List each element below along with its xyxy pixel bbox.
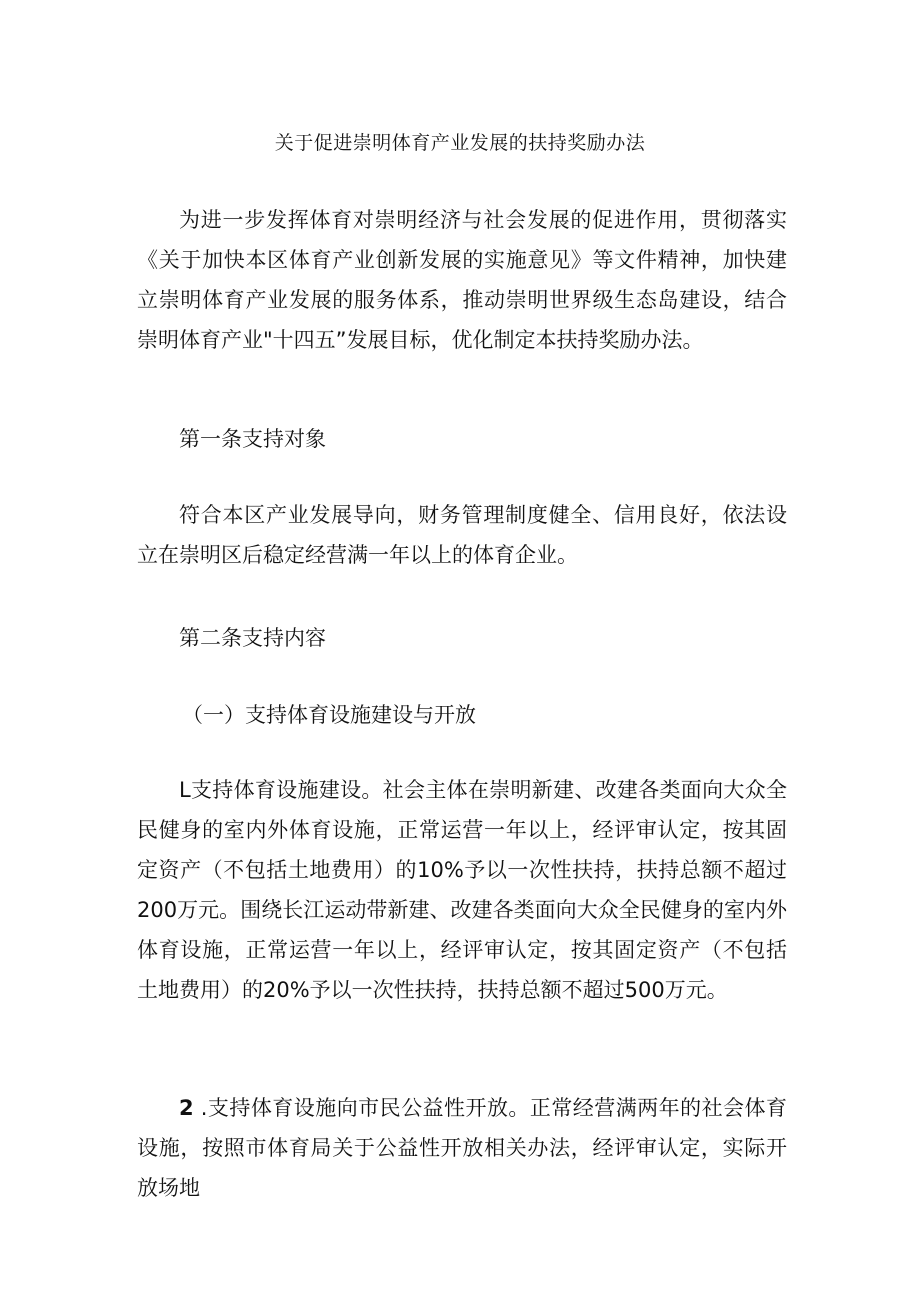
article-1-paragraph: 符合本区产业发展导向，财务管理制度健全、信用良好，依法设立在崇明区后稳定经营满一年以上的体育企业。 [137,503,787,567]
item-2-paragraph [137,1088,787,1208]
section-1-heading: （一）支持体育设施建设与开放 [182,703,476,727]
article-2-heading: 第二条支持内容 [179,626,326,650]
document-title: 关于促进崇明体育产业发展的扶持奖励办法 [274,132,646,154]
item-2-text: .支持体育设施向市民公益性开放。正常经营满两年的社会体育设施，按照市体育局关于公益性开放相关办法，经评审认定，实际开放场地 [137,1096,787,1200]
item-2-number: 2 [179,1096,194,1120]
item-1-paragraph: L支持体育设施建设。社会主体在崇明新建、改建各类面向大众全民健身的室内外体育设施，正常运营一年以上，经评审认定，按其固定资产（不包括土地费用）的10%予以一次性扶持，扶持总额不超过200万元。围绕长江运动带新建、改建各类面向大众全民健身的室内外体育设施，正常运营一年以上，经评审认定，按其固定资产（不包括土地费用）的20%予以一次性扶持，扶持总额不超过500万元。 [137,778,787,1002]
intro-paragraph: 为进一步发挥体育对崇明经济与社会发展的促进作用，贯彻落实《关于加快本区体育产业创新发展的实施意见》等文件精神，加快建立崇明体育产业发展的服务体系，推动崇明世界级生态岛建设，结合崇明体育产业"十四五”发展目标，优化制定本扶持奖励办法。 [137,208,787,352]
article-1-heading: 第一条支持对象 [179,427,326,451]
